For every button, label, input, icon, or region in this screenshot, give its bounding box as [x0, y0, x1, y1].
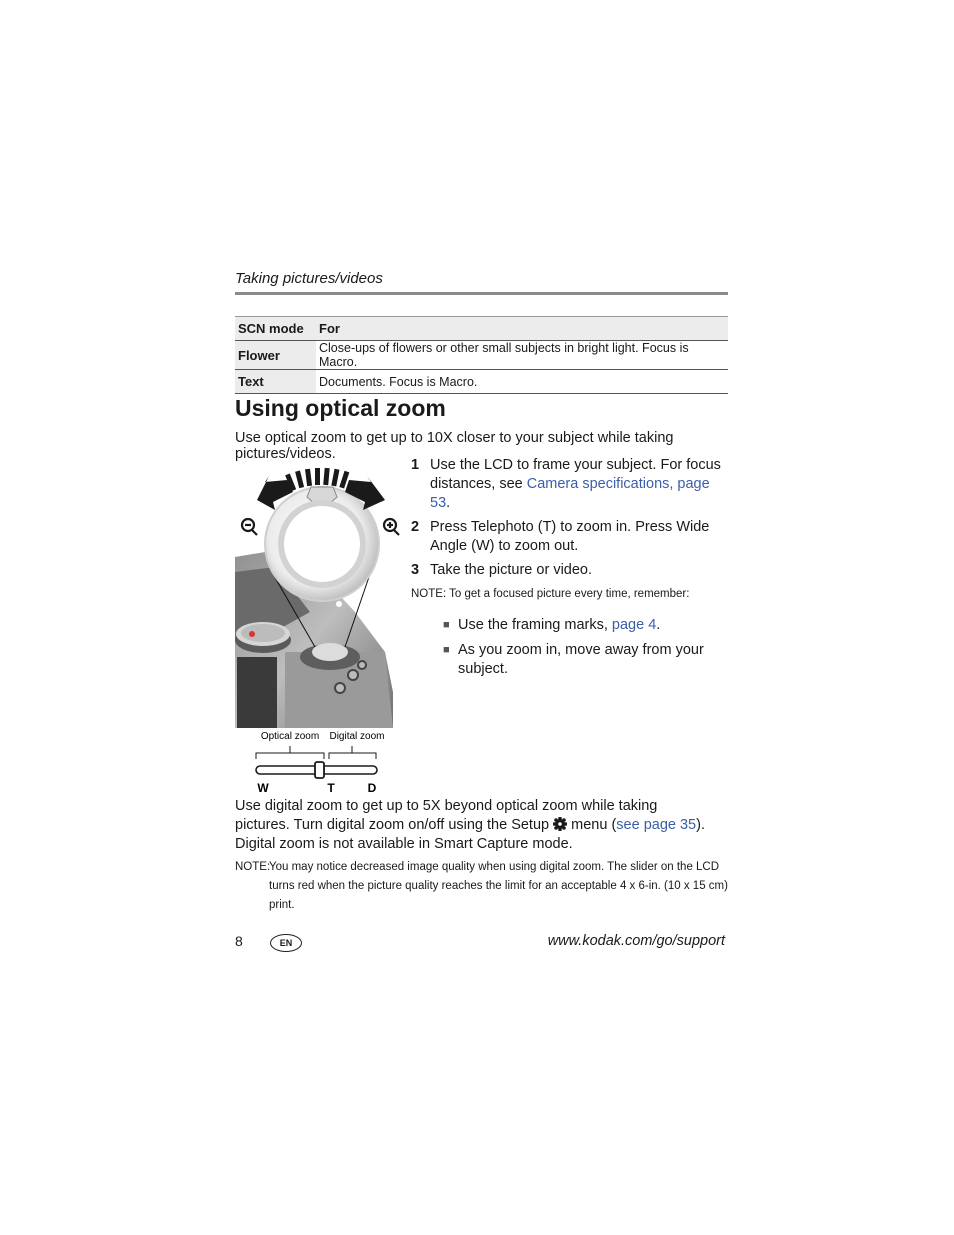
- list-item: [411, 456, 729, 513]
- step-text: Take the picture or video.: [430, 562, 593, 578]
- table-cell-mode: Flower: [235, 341, 316, 370]
- digital-zoom-paragraph: [235, 797, 715, 854]
- bullet-text: As you zoom in, move away from your subject.: [458, 642, 704, 677]
- see-page-35-link[interactable]: see page 35: [616, 817, 697, 833]
- bullet-text: [458, 616, 660, 635]
- page-4-link[interactable]: page 4: [611, 617, 657, 633]
- note-text: You may notice decreased image quality when using digital zoom. The slider on the LCD turns red when the picture quality reaches the limit for an acceptable 4 x 6-in. (10 x 15 cm) print.: [269, 861, 728, 911]
- step-number: 1: [411, 457, 420, 473]
- step-text-part: Use the LCD to frame your subject. For focus distances, see: [430, 457, 721, 492]
- focus-note: NOTE: To get a focused picture every time, remember:: [411, 588, 690, 600]
- step-text: [430, 456, 729, 513]
- table-cell-for: Close-ups of flowers or other small subjects in bright light. Focus is Macro.: [316, 341, 728, 370]
- camera-specs-link[interactable]: Camera specifications, page 53: [430, 476, 710, 511]
- slider-d-label: D: [367, 781, 377, 795]
- running-header: Taking pictures/videos: [235, 270, 383, 287]
- table-row: [235, 370, 728, 394]
- square-bullet-icon: ■: [443, 644, 450, 656]
- list-item: [443, 616, 729, 635]
- table-header-for: For: [316, 317, 728, 341]
- list-item: [411, 561, 729, 580]
- digital-zoom-note: [235, 858, 730, 915]
- digital-zoom-label: Digital zoom: [329, 731, 385, 742]
- bullet-text-part: Use the framing marks,: [458, 617, 612, 633]
- table-cell-mode: Text: [235, 370, 316, 394]
- zoom-slider-handle: [315, 762, 324, 778]
- slider-t-label: T: [327, 781, 335, 795]
- paragraph-text-part: menu (: [567, 817, 617, 833]
- support-url[interactable]: www.kodak.com/go/support: [547, 933, 725, 949]
- paragraph-text-part: Use digital zoom to get up to 5X beyond optical zoom while taking pictures. Turn digital zoom on/off using the Setup: [235, 798, 658, 833]
- step-number: 2: [411, 519, 420, 535]
- table-row: [235, 341, 728, 370]
- steps-list: [411, 456, 729, 685]
- step-number: 3: [411, 562, 420, 578]
- camera-zoom-illustration: [235, 462, 401, 728]
- slider-w-label: W: [257, 781, 269, 795]
- scn-mode-table: [235, 316, 728, 394]
- list-item: [411, 518, 729, 556]
- language-badge: EN: [270, 934, 302, 952]
- setup-gear-icon: [553, 817, 567, 831]
- optical-zoom-label: Optical zoom: [260, 731, 320, 742]
- section-title: Using optical zoom: [235, 395, 446, 421]
- paragraph-text-part: ). Digital zoom is not available in Smart Capture mode.: [235, 817, 705, 852]
- note-label: NOTE:: [235, 861, 271, 873]
- bullet-text-part: .: [656, 617, 661, 633]
- table-header-scn-mode: SCN mode: [235, 317, 316, 341]
- step-text: Press Telephoto (T) to zoom in. Press Wide Angle (W) to zoom out.: [430, 519, 710, 554]
- intro-paragraph: Use optical zoom to get up to 10X closer to your subject while taking pictures/videos.: [235, 430, 674, 462]
- zoom-slider-diagram: [252, 726, 392, 796]
- square-bullet-icon: ■: [443, 619, 450, 631]
- table-cell-for: Documents. Focus is Macro.: [316, 370, 728, 394]
- table-header-row: [235, 317, 728, 341]
- header-rule: [235, 292, 728, 295]
- page-number: 8: [235, 933, 243, 949]
- list-item: [443, 641, 729, 679]
- step-text-part: .: [446, 495, 451, 511]
